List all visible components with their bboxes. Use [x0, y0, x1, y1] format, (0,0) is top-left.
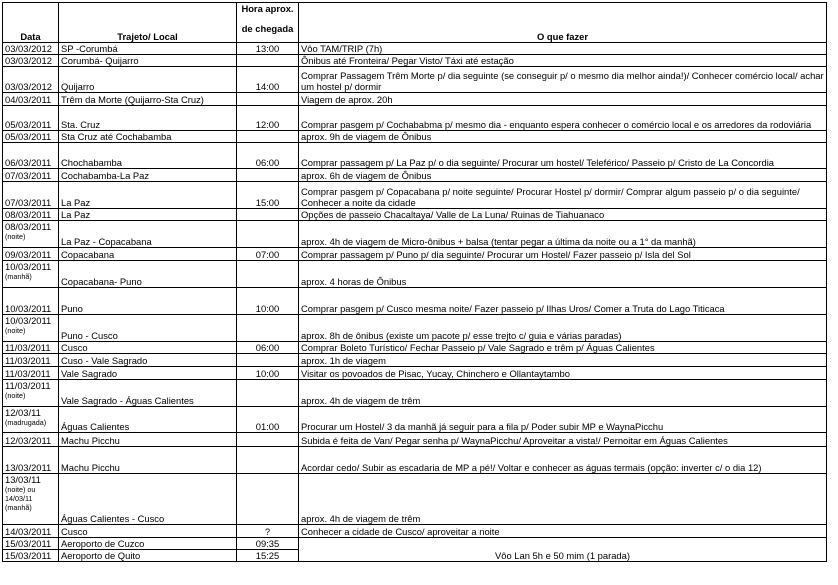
itinerary-table [2, 2, 827, 562]
cell-todo: Comprar pasgem p/ Cusco mesma noite/ Fazer passeio p/ Ilhas Uros/ Comer a Truta do Lago Titicaca [299, 288, 827, 315]
date-text: 10/03/2011 [5, 315, 52, 326]
date-text: 03/03/2012 [5, 55, 52, 66]
cell-date [3, 525, 59, 538]
date-text: 11/03/2011 [5, 342, 51, 353]
cell-route: La Paz - Copacabana [59, 221, 237, 248]
cell-date [3, 67, 59, 93]
cell-route: Vale Sagrado [59, 367, 237, 380]
cell-todo: aprox. 8h de ônibus (existe um pacote p/ esse trejto c/ guia e várias paradas) [299, 315, 827, 342]
date-text: 15/03/2011 [5, 538, 52, 549]
cell-todo: aprox. 4h de viagem de trêm [299, 380, 827, 407]
cell-todo: aprox. 4h de viagem de Micro-ônibus + balsa (tentar pegar a última da noite ou a 1° da manhã) [299, 221, 827, 248]
cell-hour: 09:35 [237, 538, 299, 550]
cell-hour [237, 261, 299, 288]
cell-todo: Procurar um Hostel/ 3 da manhã já seguir para a fila p/ Poder subir MP e WaynaPicchu [299, 407, 827, 433]
table-row [3, 106, 827, 131]
date-text: 10/03/2011 [5, 303, 52, 314]
cell-todo: Comprar passagem p/ La Paz p/ o dia seguinte/ Procurar um hostel/ Teleférico/ Passeio p/ Cristo de La Concordia [299, 143, 827, 169]
cell-hour: 07:00 [237, 248, 299, 261]
header-row [3, 3, 827, 43]
cell-date [3, 143, 59, 169]
table-row [3, 342, 827, 354]
cell-hour: 12:00 [237, 106, 299, 131]
cell-hour: 06:00 [237, 342, 299, 354]
cell-route: Águas Calientes [59, 407, 237, 433]
table-row [3, 131, 827, 143]
date-text: 08/03/2011 [5, 221, 52, 232]
date-note: (manhã) [5, 272, 32, 281]
cell-hour [237, 474, 299, 525]
cell-date [3, 106, 59, 131]
cell-hour [237, 169, 299, 182]
cell-route: Chochabamba [59, 143, 237, 169]
cell-route: Aeroporto de Cuzco [59, 538, 237, 550]
cell-route: Puno - Cusco [59, 315, 237, 342]
cell-hour [237, 380, 299, 407]
table-row [3, 407, 827, 433]
date-note: (noite) [5, 232, 26, 241]
cell-hour: 10:00 [237, 288, 299, 315]
cell-todo: Subida é feita de Van/ Pegar senha p/ WaynaPicchu/ Aproveitar a vista!/ Pernoitar em Águas Calientes [299, 433, 827, 447]
table-body [3, 43, 827, 562]
table-row [3, 447, 827, 474]
cell-date [3, 367, 59, 380]
cell-date [3, 248, 59, 261]
date-text: 03/03/2012 [5, 43, 52, 54]
cell-todo: Vôo Lan 5h e 50 mim (1 parada) [299, 538, 827, 562]
cell-route: Aeroporto de Quito [59, 550, 237, 562]
cell-route: SP -Corumbá [59, 43, 237, 55]
cell-route: Quijarro [59, 67, 237, 93]
cell-route: Corumbá- Quijarro [59, 55, 237, 67]
header-todo: O que fazer [299, 3, 827, 43]
cell-date [3, 550, 59, 562]
date-text: 10/03/2011 [5, 261, 52, 272]
date-note: (noite) ou 14/03/11 (manhã) [5, 485, 36, 512]
date-text: 11/03/2011 [5, 380, 51, 391]
cell-hour: 06:00 [237, 143, 299, 169]
table-row [3, 43, 827, 55]
date-note: (madrugada) [5, 418, 47, 427]
cell-todo: aprox. 1h de viagem [299, 354, 827, 367]
cell-hour: 10:00 [237, 367, 299, 380]
cell-todo: Visitar os povoados de Pisac, Yucay, Chinchero e Ollantaytambo [299, 367, 827, 380]
date-text: 14/03/2011 [5, 526, 52, 537]
cell-hour [237, 315, 299, 342]
table-row [3, 261, 827, 288]
cell-route: Machu Picchu [59, 447, 237, 474]
cell-date [3, 221, 59, 248]
cell-hour [237, 433, 299, 447]
cell-route: La Paz [59, 209, 237, 221]
cell-route: Cochabamba-La Paz [59, 169, 237, 182]
cell-todo: Vôo TAM/TRIP (7h) [299, 43, 827, 55]
date-text: 12/03/11 [5, 407, 41, 418]
table-row [3, 525, 827, 538]
cell-date [3, 538, 59, 550]
header-hour-line1: Hora aprox. [241, 3, 294, 14]
cell-hour: 01:00 [237, 407, 299, 433]
cell-date [3, 433, 59, 447]
table-row [3, 67, 827, 93]
table-row [3, 221, 827, 248]
cell-date [3, 93, 59, 106]
date-text: 04/03/2011 [5, 94, 52, 105]
table-row [3, 367, 827, 380]
cell-date [3, 342, 59, 354]
date-text: 13/03/11 [5, 474, 41, 485]
cell-route: Vale Sagrado - Águas Calientes [59, 380, 237, 407]
date-text: 05/03/2011 [5, 131, 52, 142]
date-text: 13/03/2011 [5, 462, 52, 473]
cell-date [3, 407, 59, 433]
cell-todo: Conhecer a cidade de Cusco/ aproveitar a noite [299, 525, 827, 538]
cell-date [3, 354, 59, 367]
cell-route: Trêm da Morte (Quijarro-Sta Cruz) [59, 93, 237, 106]
cell-todo: Opções de passeio Chacaltaya/ Valle de La Luna/ Ruinas de Tiahuanaco [299, 209, 827, 221]
cell-todo: aprox. 4 horas de Ônibus [299, 261, 827, 288]
table-row [3, 433, 827, 447]
header-route: Trajeto/ Local [59, 3, 237, 43]
date-note: (noite) [5, 326, 26, 335]
cell-todo: Comprar pasgem p/ Copacabana p/ noite seguinte/ Procurar Hostel p/ dormir/ Comprar algum passeio p/ o dia seguinte/ Conhecer a noite da cidade [299, 182, 827, 209]
date-text: 08/03/2011 [5, 209, 52, 220]
table-row [3, 169, 827, 182]
table-row [3, 93, 827, 106]
cell-route: Sta Cruz até Cochabamba [59, 131, 237, 143]
cell-route: La Paz [59, 182, 237, 209]
cell-route: Águas Calientes - Cusco [59, 474, 237, 525]
date-text: 03/03/2012 [5, 81, 52, 92]
cell-hour [237, 221, 299, 248]
table-row [3, 288, 827, 315]
cell-todo: aprox. 4h de viagem de trêm [299, 474, 827, 525]
cell-todo: aprox. 9h de viagem de Ônibus [299, 131, 827, 143]
table-row [3, 315, 827, 342]
cell-hour [237, 55, 299, 67]
cell-date [3, 474, 59, 525]
cell-route: Sta. Cruz [59, 106, 237, 131]
cell-route: Copacabana [59, 248, 237, 261]
table-row [3, 380, 827, 407]
table-row [3, 354, 827, 367]
table-row [3, 248, 827, 261]
header-hour [237, 3, 299, 43]
cell-todo: Comprar pasgem p/ Cochababma p/ mesmo dia - enquanto espera conhecer o comércio local e os arredores da rodoviária [299, 106, 827, 131]
date-note: (noite) [5, 391, 26, 400]
cell-hour [237, 209, 299, 221]
date-text: 07/03/2011 [5, 170, 52, 181]
cell-todo: Ônibus até Fronteira/ Pegar Visto/ Táxi até estação [299, 55, 827, 67]
cell-date [3, 288, 59, 315]
cell-todo: Comprar Boleto Turístico/ Fechar Passeio p/ Vale Sagrado e trêm p/ Águas Calientes [299, 342, 827, 354]
cell-todo: Comprar Passagem Trêm Morte p/ dia seguinte (se conseguir p/ o mesmo dia melhor ainda!)/ Conhecer comércio local/ achar um hostel p/ dormir [299, 67, 827, 93]
cell-hour [237, 131, 299, 143]
cell-route: Copacabana- Puno [59, 261, 237, 288]
cell-hour [237, 354, 299, 367]
cell-date [3, 380, 59, 407]
cell-route: Cuso - Vale Sagrado [59, 354, 237, 367]
header-date: Data [3, 3, 59, 43]
cell-hour: ? [237, 525, 299, 538]
cell-todo: Viagem de aprox. 20h [299, 93, 827, 106]
cell-date [3, 315, 59, 342]
cell-date [3, 261, 59, 288]
cell-route: Cusco [59, 342, 237, 354]
cell-date [3, 209, 59, 221]
date-text: 15/03/2011 [5, 550, 52, 561]
cell-hour [237, 93, 299, 106]
cell-date [3, 182, 59, 209]
cell-date [3, 43, 59, 55]
date-text: 12/03/2011 [5, 435, 52, 446]
cell-todo: Comprar passagem p/ Puno p/ dia seguinte/ Procurar um Hostel/ Fazer passeio p/ Isla del Sol [299, 248, 827, 261]
table-row [3, 182, 827, 209]
date-text: 05/03/2011 [5, 119, 52, 130]
header-hour-line2: de chegada [241, 23, 294, 34]
cell-route: Cusco [59, 525, 237, 538]
cell-hour: 14:00 [237, 67, 299, 93]
date-text: 11/03/2011 [5, 368, 51, 379]
cell-hour: 13:00 [237, 43, 299, 55]
cell-todo: Acordar cedo/ Subir as escadaria de MP a pé!/ Voltar e conhecer as águas termais (opção: inverter c/ o dia 12) [299, 447, 827, 474]
date-text: 09/03/2011 [5, 249, 52, 260]
cell-hour: 15:25 [237, 550, 299, 562]
date-text: 06/03/2011 [5, 157, 52, 168]
cell-date [3, 447, 59, 474]
cell-hour [237, 447, 299, 474]
date-text: 07/03/2011 [5, 197, 52, 208]
cell-date [3, 55, 59, 67]
cell-route: Machu Picchu [59, 433, 237, 447]
cell-date [3, 169, 59, 182]
cell-hour: 15:00 [237, 182, 299, 209]
cell-todo: aprox. 6h de viagem de Ônibus [299, 169, 827, 182]
cell-route: Puno [59, 288, 237, 315]
date-text: 11/03/2011 [5, 355, 51, 366]
table-row [3, 209, 827, 221]
cell-date [3, 131, 59, 143]
table-row [3, 143, 827, 169]
table-row [3, 474, 827, 525]
table-row [3, 55, 827, 67]
table-row [3, 538, 827, 550]
